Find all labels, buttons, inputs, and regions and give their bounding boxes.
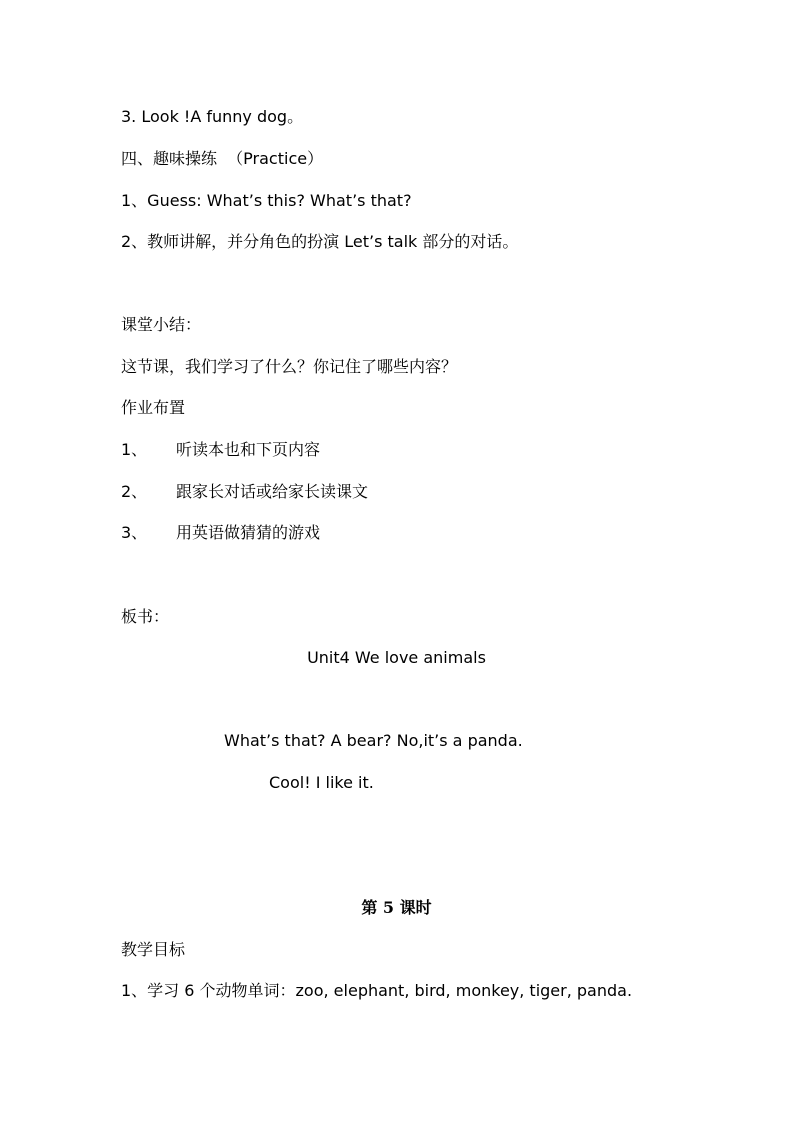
board-title: Unit4 We love animals <box>307 648 486 667</box>
summary-heading: 课堂小结： <box>121 315 202 334</box>
homework-number: 1、 <box>121 440 148 459</box>
homework-number: 2、 <box>121 482 148 501</box>
homework-item: 跟家长对话或给家长读课文 <box>176 482 369 501</box>
board-heading: 板书： <box>121 607 170 626</box>
step-3-text: 3. Look !A funny dog。 <box>121 107 304 126</box>
section-practice-heading: 四、趣味操练 （Practice） <box>121 149 324 168</box>
practice-item-2: 2、教师讲解，并分角色的扮演 Let’s talk 部分的对话。 <box>121 232 519 251</box>
homework-item: 听读本也和下页内容 <box>176 440 321 459</box>
board-dialogue-line-1: What’s that? A bear? No,it’s a panda. <box>224 731 523 750</box>
objective-item-1: 1、学习 6 个动物单词：zoo, elephant, bird, monkey, tiger, panda. <box>121 981 633 1000</box>
lesson-title: 第 5 课时 <box>361 898 432 917</box>
board-dialogue-line-2: Cool! I like it. <box>269 773 374 792</box>
objectives-heading: 教学目标 <box>121 940 186 959</box>
summary-text: 这节课，我们学习了什么？你记住了哪些内容？ <box>121 357 458 376</box>
homework-item: 用英语做猜猜的游戏 <box>176 523 321 542</box>
homework-number: 3、 <box>121 523 148 542</box>
homework-heading: 作业布置 <box>121 398 186 417</box>
practice-item-1: 1、Guess: What’s this? What’s that? <box>121 191 412 210</box>
